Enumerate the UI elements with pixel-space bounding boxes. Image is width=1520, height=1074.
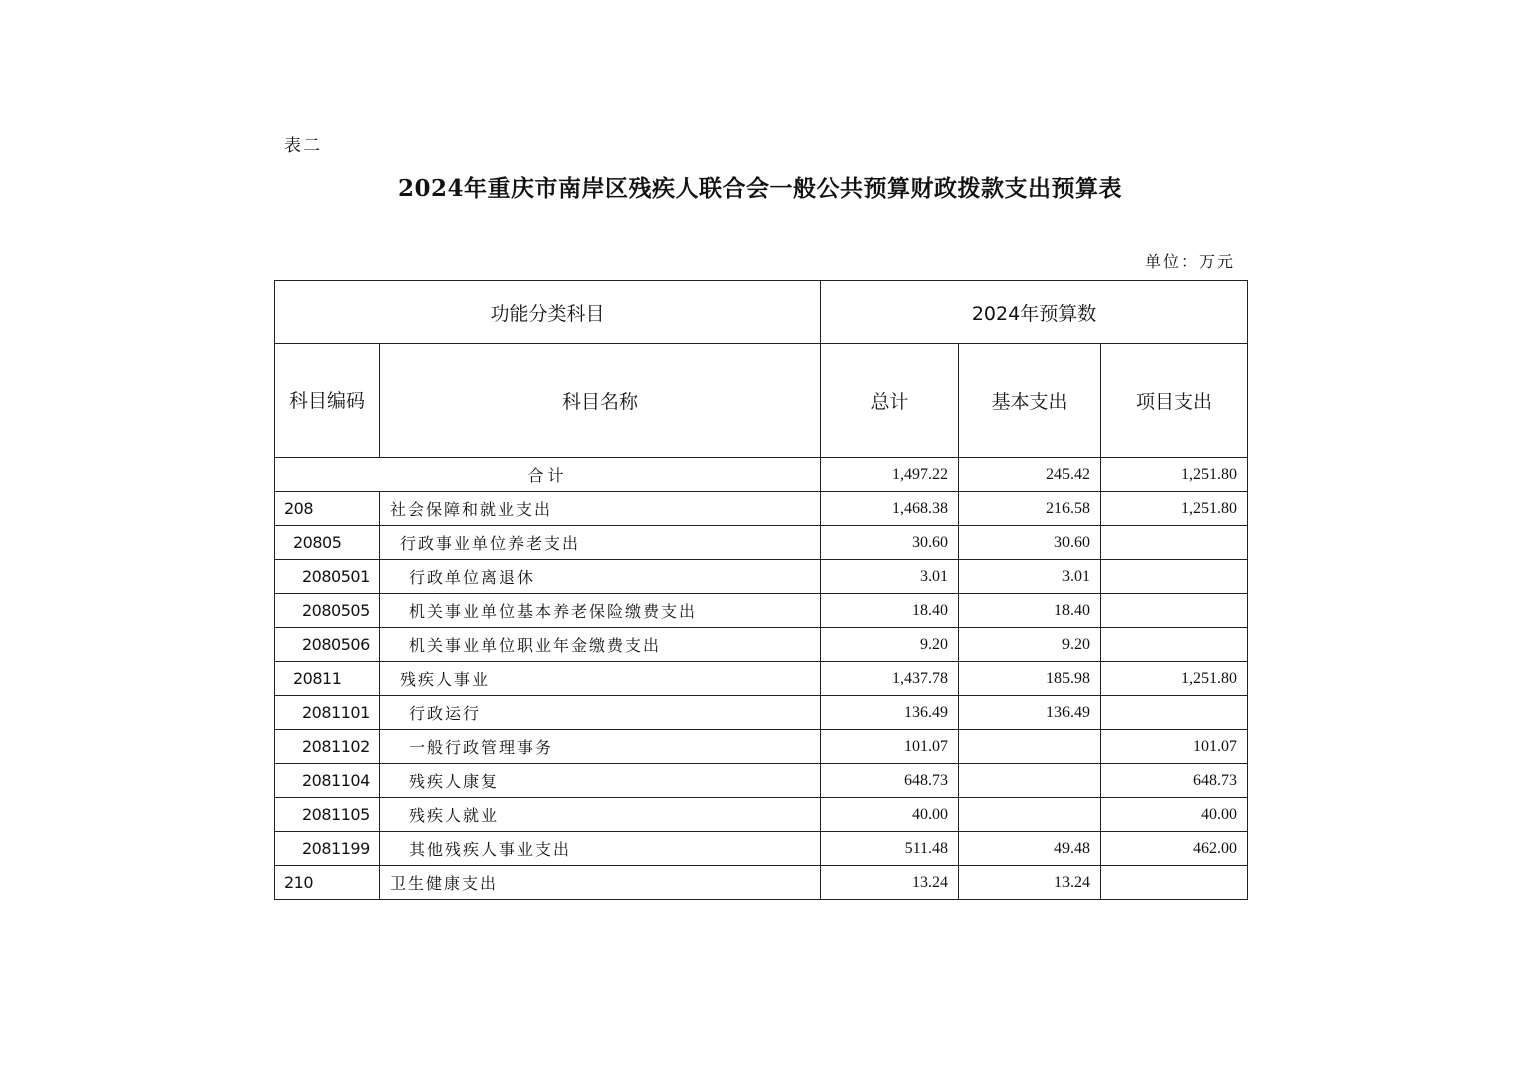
total-row-total: 1,497.22 [821, 458, 959, 492]
table-row [275, 798, 1248, 832]
row-basic: 9.20 [959, 628, 1101, 662]
row-total: 3.01 [821, 560, 959, 594]
row-project: 1,251.80 [1101, 492, 1248, 526]
table-row [275, 560, 1248, 594]
row-name: 卫生健康支出 [380, 866, 821, 900]
row-project [1101, 866, 1248, 900]
row-project [1101, 696, 1248, 730]
row-code: 20805 [275, 526, 380, 560]
row-basic: 136.49 [959, 696, 1101, 730]
row-project: 40.00 [1101, 798, 1248, 832]
row-code: 208 [275, 492, 380, 526]
row-name: 残疾人康复 [380, 764, 821, 798]
budget-table [274, 280, 1248, 900]
row-total: 1,437.78 [821, 662, 959, 696]
row-total: 30.60 [821, 526, 959, 560]
row-basic [959, 798, 1101, 832]
table-row [275, 492, 1248, 526]
row-code: 2081105 [275, 798, 380, 832]
row-code: 2081102 [275, 730, 380, 764]
row-project: 1,251.80 [1101, 662, 1248, 696]
column-header-code: 科目编码 [275, 344, 380, 458]
row-total: 13.24 [821, 866, 959, 900]
row-total: 1,468.38 [821, 492, 959, 526]
row-total: 9.20 [821, 628, 959, 662]
table-total-row [275, 458, 1248, 492]
table-row [275, 662, 1248, 696]
table-row [275, 832, 1248, 866]
column-header-name: 科目名称 [380, 344, 821, 458]
row-basic: 13.24 [959, 866, 1101, 900]
table-row [275, 866, 1248, 900]
row-name: 行政事业单位养老支出 [380, 526, 821, 560]
row-name: 残疾人事业 [380, 662, 821, 696]
row-project [1101, 594, 1248, 628]
row-project [1101, 560, 1248, 594]
total-row-project: 1,251.80 [1101, 458, 1248, 492]
row-name: 行政运行 [380, 696, 821, 730]
table-row [275, 730, 1248, 764]
table-row [275, 594, 1248, 628]
group-header-budget-2024: 2024年预算数 [821, 281, 1248, 344]
row-code: 2081101 [275, 696, 380, 730]
row-total: 18.40 [821, 594, 959, 628]
row-name: 其他残疾人事业支出 [380, 832, 821, 866]
row-total: 648.73 [821, 764, 959, 798]
row-basic: 49.48 [959, 832, 1101, 866]
row-project: 101.07 [1101, 730, 1248, 764]
row-code: 210 [275, 866, 380, 900]
row-code: 2080505 [275, 594, 380, 628]
row-basic: 216.58 [959, 492, 1101, 526]
row-code: 2080501 [275, 560, 380, 594]
row-code: 2080506 [275, 628, 380, 662]
row-code: 2081104 [275, 764, 380, 798]
row-basic [959, 764, 1101, 798]
row-basic: 18.40 [959, 594, 1101, 628]
table-group-header-row [275, 281, 1248, 344]
row-total: 136.49 [821, 696, 959, 730]
group-header-functional-classification: 功能分类科目 [275, 281, 821, 344]
row-code: 20811 [275, 662, 380, 696]
row-total: 511.48 [821, 832, 959, 866]
column-header-total: 总计 [821, 344, 959, 458]
row-basic: 3.01 [959, 560, 1101, 594]
column-header-project: 项目支出 [1101, 344, 1248, 458]
row-basic: 185.98 [959, 662, 1101, 696]
row-name: 一般行政管理事务 [380, 730, 821, 764]
row-name: 行政单位离退休 [380, 560, 821, 594]
table-row [275, 764, 1248, 798]
row-name: 机关事业单位职业年金缴费支出 [380, 628, 821, 662]
row-name: 机关事业单位基本养老保险缴费支出 [380, 594, 821, 628]
table-row [275, 628, 1248, 662]
total-row-basic: 245.42 [959, 458, 1101, 492]
column-header-basic: 基本支出 [959, 344, 1101, 458]
row-total: 101.07 [821, 730, 959, 764]
total-row-label: 合计 [275, 458, 821, 492]
row-project [1101, 526, 1248, 560]
row-project: 648.73 [1101, 764, 1248, 798]
row-project [1101, 628, 1248, 662]
row-project: 462.00 [1101, 832, 1248, 866]
row-name: 残疾人就业 [380, 798, 821, 832]
row-total: 40.00 [821, 798, 959, 832]
table-column-header-row [275, 344, 1248, 458]
page-title: 2024年重庆市南岸区残疾人联合会一般公共预算财政拨款支出预算表 [397, 175, 1122, 202]
row-name: 社会保障和就业支出 [380, 492, 821, 526]
table-row [275, 696, 1248, 730]
page-label: 表二 [284, 136, 322, 156]
row-code: 2081199 [275, 832, 380, 866]
row-basic: 30.60 [959, 526, 1101, 560]
table-row [275, 526, 1248, 560]
row-basic [959, 730, 1101, 764]
unit-label: 单位：万元 [1144, 252, 1235, 271]
